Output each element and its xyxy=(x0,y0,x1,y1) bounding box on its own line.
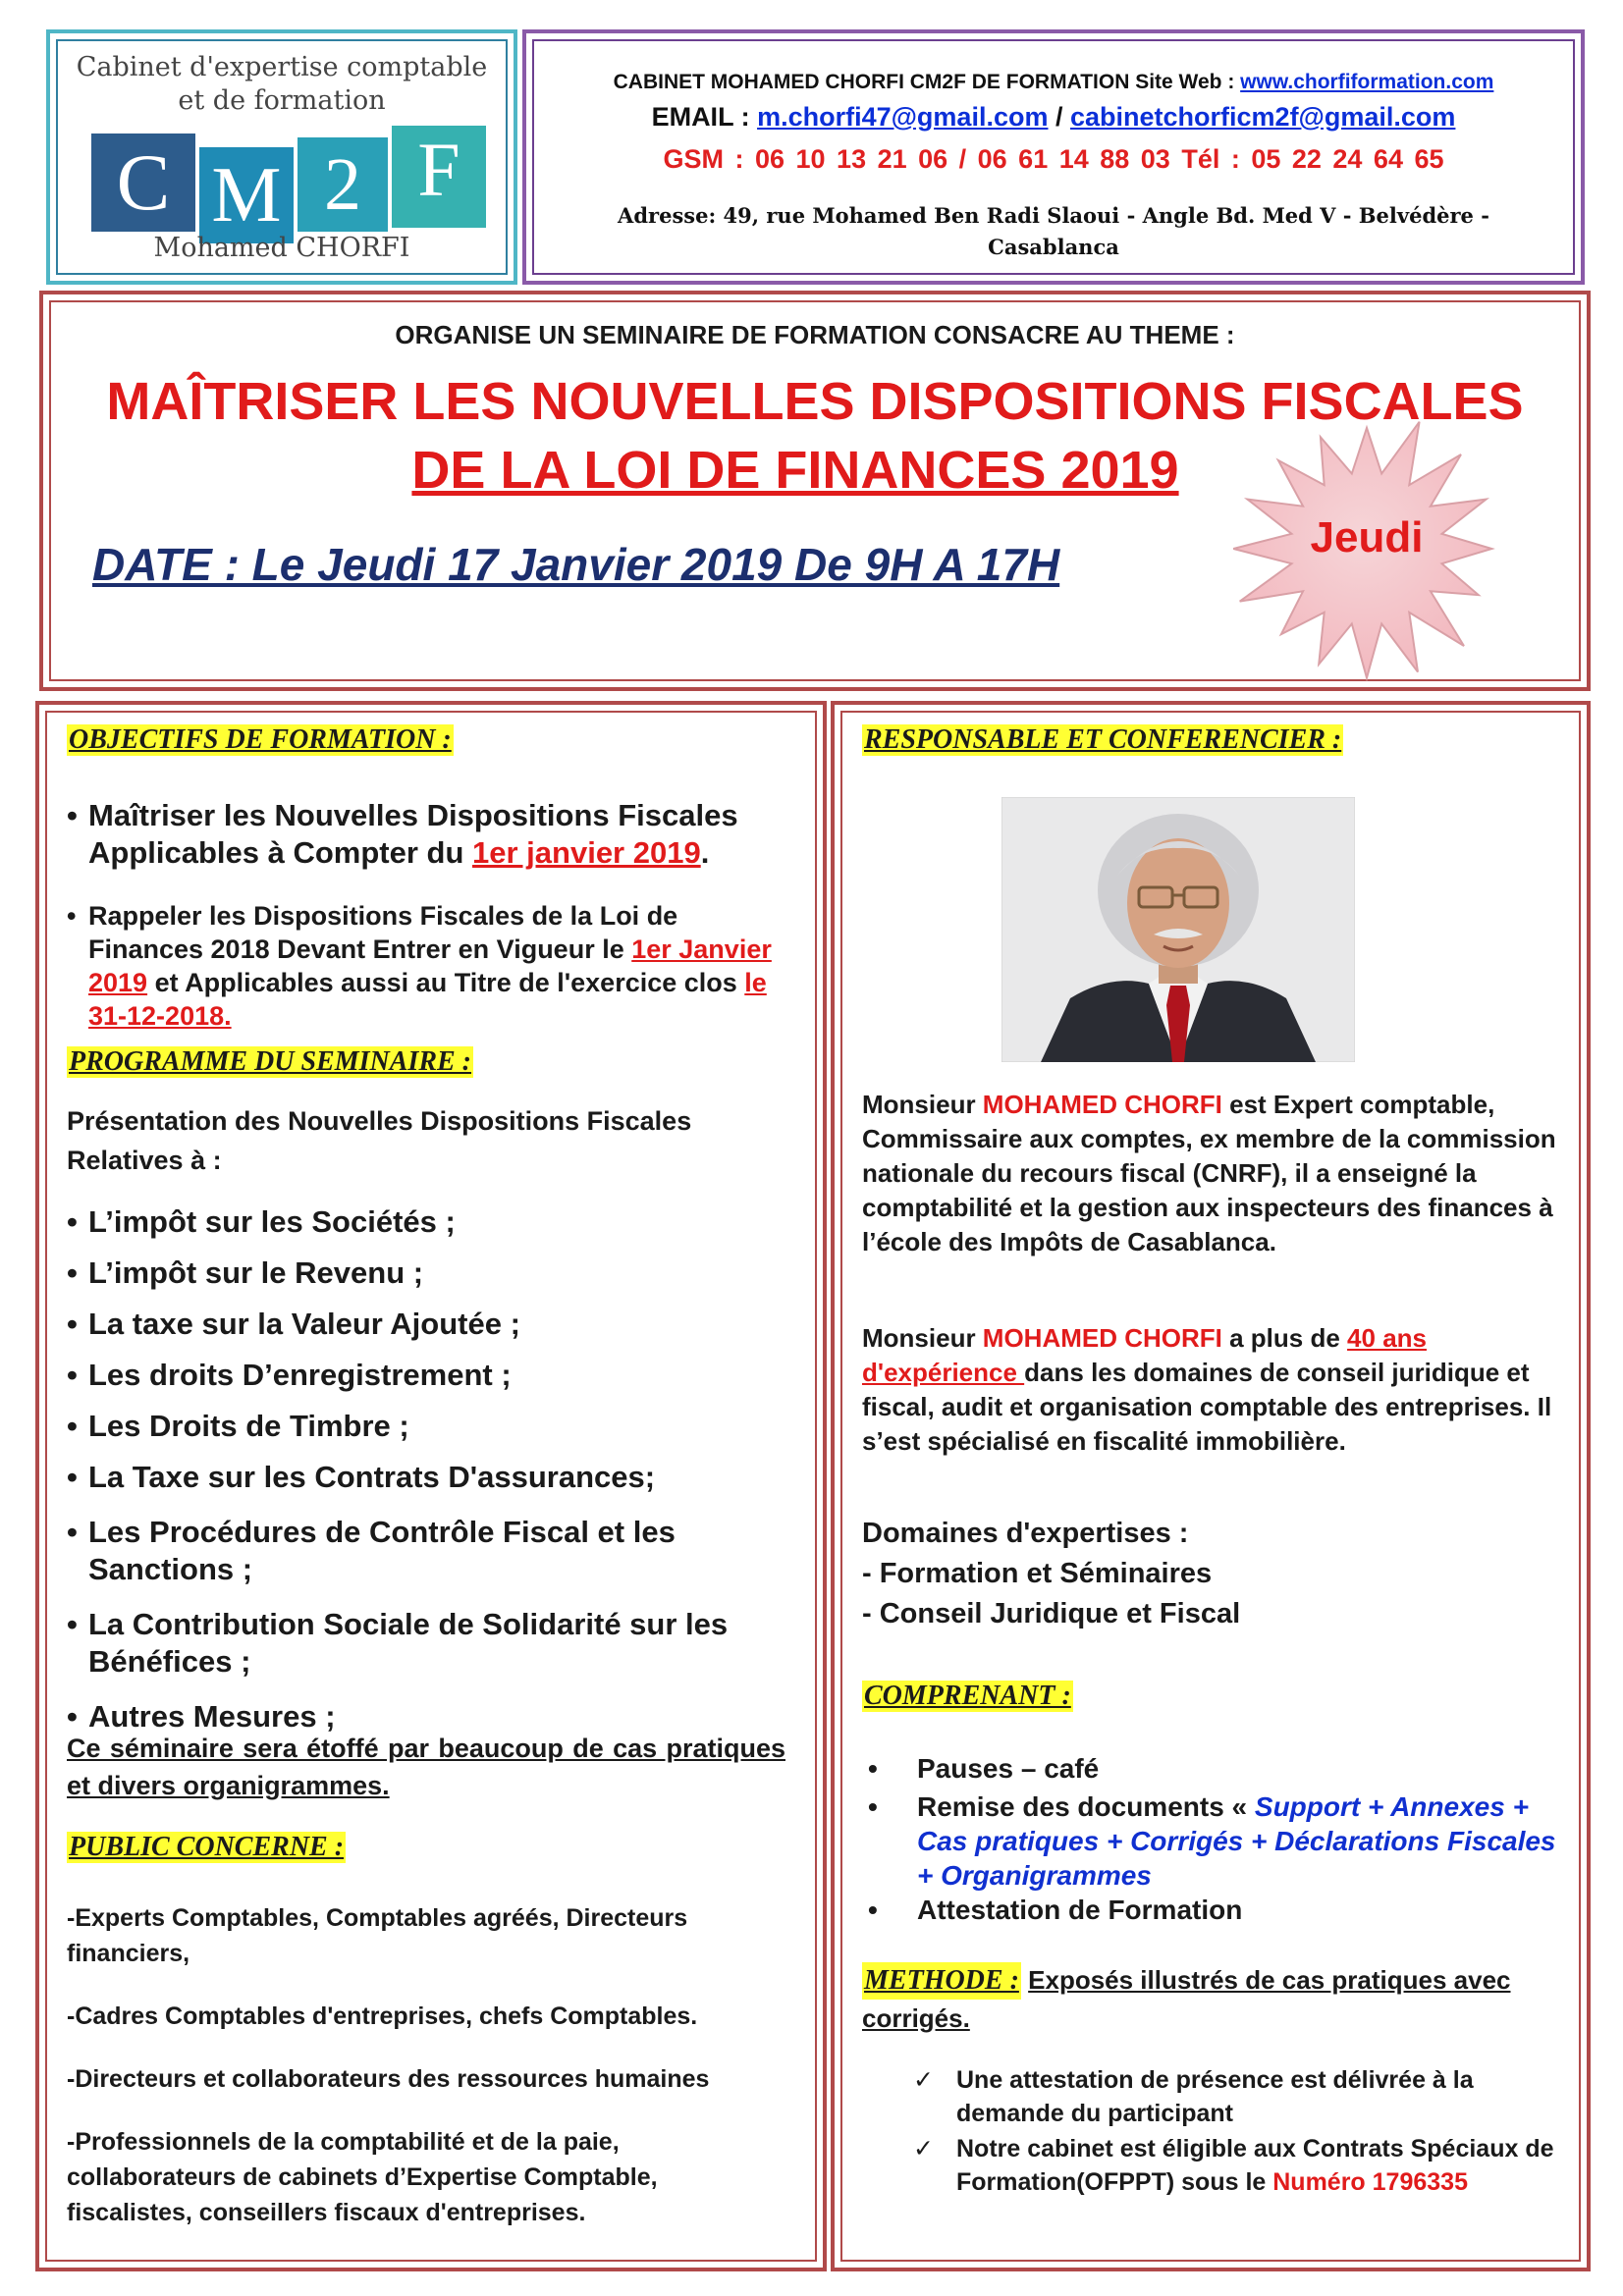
programme-list xyxy=(67,1203,793,1735)
bullet-icon: • xyxy=(67,1204,78,1239)
programme-intro: Présentation des Nouvelles Dispositions Fiscales Relatives à : xyxy=(67,1106,692,1175)
programme-item xyxy=(67,1255,793,1292)
email-separator: / xyxy=(1048,102,1070,132)
objective-2-text-b: et Applicables aussi au Titre de l'exercice clos xyxy=(147,968,745,997)
bullet-icon: • xyxy=(67,1699,78,1734)
right-column-frame xyxy=(831,701,1591,2271)
programme-item-text: Les Droits de Timbre ; xyxy=(88,1409,409,1443)
email-link-2[interactable]: cabinetchorficm2f@gmail.com xyxy=(1070,102,1456,132)
comprenant-text-2: Remise des documents « xyxy=(917,1791,1255,1822)
logo-letter-c: C xyxy=(91,133,195,232)
programme-item xyxy=(67,1459,793,1496)
public-item: -Directeurs et collaborateurs des ressources humaines xyxy=(67,2065,710,2093)
programme-item xyxy=(67,1306,793,1343)
speaker-name: MOHAMED CHORFI xyxy=(982,1090,1222,1119)
methode-text: Exposés illustrés de cas pratiques avec corrigés. xyxy=(862,1965,1511,2033)
domaine-item-formation: - Formation et Séminaires xyxy=(862,1558,1213,1589)
checkmark-icon: ✓ xyxy=(913,2066,934,2094)
programme-item xyxy=(67,1203,793,1241)
bullet-icon: • xyxy=(67,1358,78,1392)
programme-item xyxy=(67,1357,793,1394)
domaines-section xyxy=(862,1514,1564,1634)
comprenant-list xyxy=(862,1751,1564,1927)
ofppt-number: Numéro 1796335 xyxy=(1272,2168,1468,2196)
programme-item-text: La taxe sur la Valeur Ajoutée ; xyxy=(88,1307,520,1341)
bullet-icon: • xyxy=(67,798,78,832)
speaker-photo xyxy=(1001,797,1355,1062)
comprenant-text-3: Attestation de Formation xyxy=(917,1895,1243,1925)
responsable-heading: RESPONSABLE ET CONFERENCIER : xyxy=(864,724,1342,755)
address-line: Adresse: 49, rue Mohamed Ben Radi Slaoui - Angle Bd. Med V - Belvédère - Casablanca xyxy=(618,203,1489,259)
objective-item-2 xyxy=(67,899,784,1033)
responsable-heading-wrap xyxy=(862,724,1343,756)
company-logo xyxy=(56,39,508,275)
title-section xyxy=(49,300,1581,681)
programme-item xyxy=(67,1606,793,1681)
logo-top-line-1: Cabinet d'expertise comptable xyxy=(76,52,488,82)
speaker-name: MOHAMED CHORFI xyxy=(982,1323,1222,1353)
bullet-icon: • xyxy=(868,1791,878,1822)
logo-letter-m: M xyxy=(199,147,294,243)
seminar-title-line-2: DE LA LOI DE FINANCES 2019 xyxy=(411,441,1179,500)
checkmark-icon: ✓ xyxy=(913,2135,934,2163)
check-item-attestation xyxy=(862,2063,1564,2130)
comprenant-text-1: Pauses – café xyxy=(917,1753,1100,1784)
programme-item-text: Les Procédures de Contrôle Fiscal et les Sanctions ; xyxy=(88,1515,676,1586)
seminar-date: DATE : Le Jeudi 17 Janvier 2019 De 9H A 17H xyxy=(92,539,1060,590)
logo-letter-blocks xyxy=(91,126,494,243)
comprenant-heading: COMPRENANT : xyxy=(864,1681,1071,1711)
bio2-text-b: dans les domaines de conseil juridique et fiscal, audit et organisation comptable des entreprises. Il s’est spécialisé en fiscalité immobilière. xyxy=(862,1358,1552,1456)
programme-item-text: La Contribution Sociale de Solidarité sur les Bénéfices ; xyxy=(88,1607,729,1679)
phone-line: GSM : 06 10 13 21 06 / 06 61 14 88 03 Tél : 05 22 24 64 65 xyxy=(663,144,1444,174)
seminar-note: Ce séminaire sera étoffé par beaucoup de cas pratiques et divers organigrammes. xyxy=(67,1734,785,1800)
company-name: CABINET MOHAMED CHORFI CM2F DE FORMATION Site Web : xyxy=(613,71,1241,93)
objective-2-date: 1er Janvier 2019 xyxy=(88,934,772,997)
check-item-ofppt xyxy=(862,2132,1564,2199)
title-frame xyxy=(39,291,1591,691)
comprenant-item-attestation xyxy=(862,1893,1564,1927)
logo-bottom-text: Mohamed CHORFI xyxy=(153,233,410,263)
bullet-icon: • xyxy=(868,1895,878,1925)
programme-heading-wrap xyxy=(67,1046,473,1078)
methode-heading: METHODE : xyxy=(862,1962,1021,2000)
objective-item-1 xyxy=(67,797,793,872)
bullet-icon: • xyxy=(67,1607,78,1641)
bullet-icon: • xyxy=(67,1409,78,1443)
seminar-title-line-1: MAÎTRISER LES NOUVELLES DISPOSITIONS FISCALES xyxy=(106,372,1524,431)
public-item: -Experts Comptables, Comptables agréés, Directeurs financiers, xyxy=(67,1904,688,1967)
programme-item-text: L’impôt sur le Revenu ; xyxy=(88,1255,424,1290)
objective-2-closing-date: le 31-12-2018. xyxy=(88,968,767,1031)
objective-1-end: . xyxy=(700,835,710,870)
bio2-text: a plus de xyxy=(1221,1323,1348,1353)
right-column xyxy=(840,711,1581,2262)
bullet-icon: • xyxy=(67,1307,78,1341)
logo-letter-f: F xyxy=(392,126,486,228)
logo-frame xyxy=(46,29,517,285)
programme-item xyxy=(67,1514,793,1588)
bullet-icon: • xyxy=(67,901,77,931)
company-line xyxy=(534,71,1573,94)
comprenant-item-documents xyxy=(862,1789,1564,1893)
bio1-prefix: Monsieur xyxy=(862,1090,983,1119)
contact-info xyxy=(532,39,1575,275)
objectifs-heading: OBJECTIFS DE FORMATION : xyxy=(69,724,452,755)
documents-list: Support + Annexes + Cas pratiques + Corrigés + Déclarations Fiscales + Organigrammes xyxy=(917,1791,1556,1891)
logo-top-line-2: et de formation xyxy=(178,85,386,116)
bio-paragraph-2 xyxy=(862,1321,1564,1459)
check-list xyxy=(862,2063,1564,2199)
programme-item-text: La Taxe sur les Contrats D'assurances; xyxy=(88,1460,656,1494)
programme-item-text: Les droits D’enregistrement ; xyxy=(88,1358,512,1392)
comprenant-heading-wrap xyxy=(862,1681,1073,1712)
bio1-text: est Expert comptable, Commissaire aux comptes, ex membre de la commission nationale du recours fiscal (CNRF), il a enseigné la comptabilité et la gestion aux inspecteurs des finances à l’école des Impôts de Casablanca. xyxy=(862,1090,1556,1256)
objectifs-heading-wrap xyxy=(67,724,454,756)
domaine-item-conseil: - Conseil Juridique et Fiscal xyxy=(862,1598,1241,1629)
objective-1-text: Maîtriser les Nouvelles Dispositions Fiscales Applicables à Compter du xyxy=(88,798,738,870)
domaines-heading: Domaines d'expertises : xyxy=(862,1518,1189,1549)
public-item: -Cadres Comptables d'entreprises, chefs Comptables. xyxy=(67,2002,698,2030)
bullet-icon: • xyxy=(67,1460,78,1494)
public-heading: PUBLIC CONCERNE : xyxy=(69,1832,345,1862)
logo-letter-2: 2 xyxy=(298,137,388,232)
bullet-icon: • xyxy=(868,1753,878,1784)
objective-2-text: Rappeler les Dispositions Fiscales de la Loi de Finances 2018 Devant Entrer en Vigueur le xyxy=(88,901,678,964)
public-heading-wrap xyxy=(67,1832,346,1863)
bullet-icon: • xyxy=(67,1515,78,1549)
left-column xyxy=(45,711,817,2262)
email-label: EMAIL : xyxy=(651,102,758,132)
email-line xyxy=(534,102,1573,133)
check-text-2: Notre cabinet est éligible aux Contrats Spéciaux de Formation(OFPPT) sous le xyxy=(956,2135,1554,2196)
left-column-frame xyxy=(35,701,827,2271)
contact-frame xyxy=(522,29,1585,285)
bio2-prefix: Monsieur xyxy=(862,1323,983,1353)
programme-heading: PROGRAMME DU SEMINAIRE : xyxy=(69,1046,471,1077)
email-link-1[interactable]: m.chorfi47@gmail.com xyxy=(757,102,1049,132)
experience-years: 40 ans d'expérience xyxy=(862,1323,1427,1387)
programme-item xyxy=(67,1408,793,1445)
comprenant-item-pauses xyxy=(862,1751,1564,1786)
programme-item-text: L’impôt sur les Sociétés ; xyxy=(88,1204,456,1239)
public-list xyxy=(67,1900,788,2230)
bullet-icon: • xyxy=(67,1255,78,1290)
objective-1-date: 1er janvier 2019 xyxy=(472,835,701,870)
public-item: -Professionnels de la comptabilité et de la paie, collaborateurs de cabinets d’Expertise Comptable, fiscalistes, conseillers fiscaux d'entreprises. xyxy=(67,2128,658,2226)
website-link[interactable]: www.chorfiformation.com xyxy=(1240,71,1494,93)
programme-item-text: Autres Mesures ; xyxy=(88,1699,336,1734)
starburst-label: Jeudi xyxy=(1310,513,1424,561)
bio-paragraph-1 xyxy=(862,1088,1564,1259)
organise-heading: ORGANISE UN SEMINAIRE DE FORMATION CONSACRE AU THEME : xyxy=(395,320,1235,349)
starburst-badge xyxy=(1219,406,1504,691)
methode-section xyxy=(862,1961,1564,2037)
check-text-1: Une attestation de présence est délivrée à la demande du participant xyxy=(956,2066,1474,2127)
logo-top-text xyxy=(58,51,506,118)
